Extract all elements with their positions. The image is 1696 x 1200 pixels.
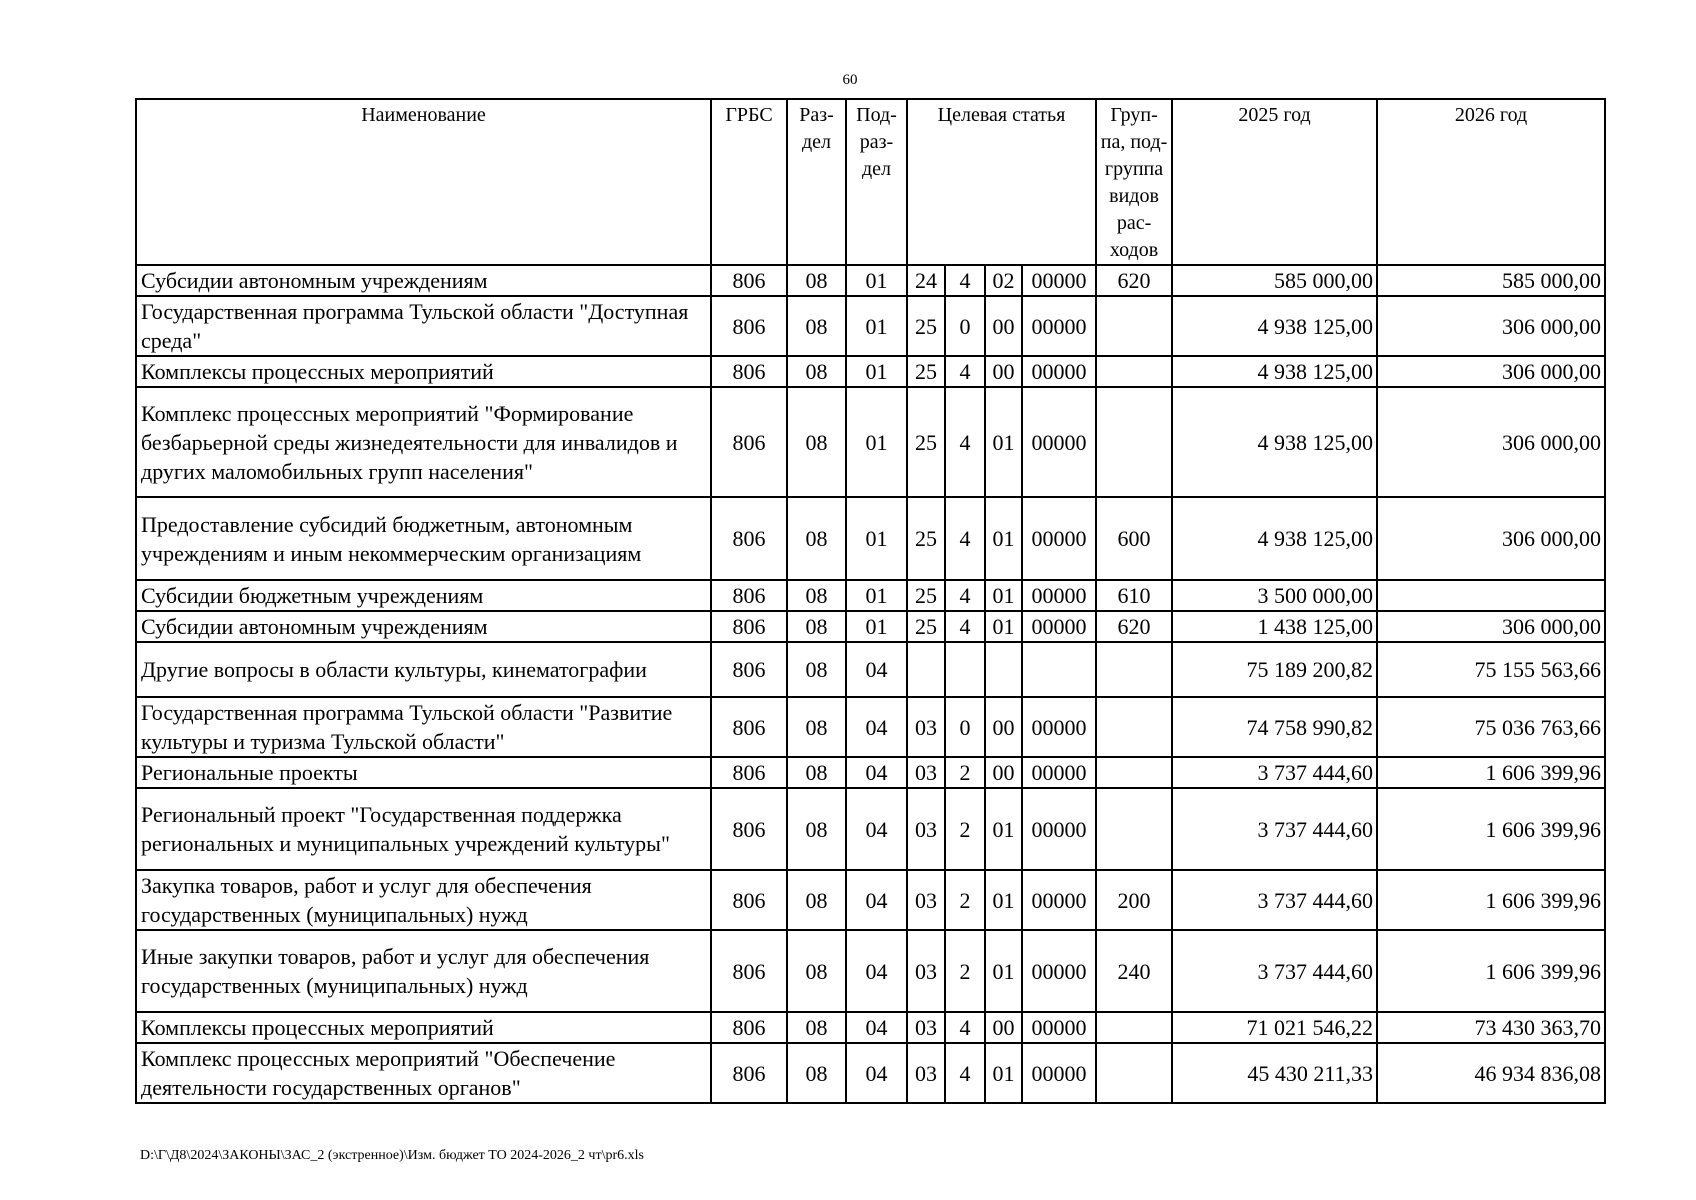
row-amount-2026: 1 606 399,96: [1377, 930, 1605, 1012]
row-grbs: 806: [711, 1043, 787, 1103]
row-grbs: 806: [711, 611, 787, 642]
row-target-type: 0: [945, 697, 985, 757]
row-grbs: 806: [711, 870, 787, 930]
row-name: Региональные проекты: [136, 757, 711, 788]
row-grbs: 806: [711, 788, 787, 870]
row-amount-2026: 1 606 399,96: [1377, 788, 1605, 870]
row-target-direction: 00000: [1022, 497, 1096, 580]
row-target-item: 01: [985, 930, 1022, 1012]
row-grbs: 806: [711, 757, 787, 788]
row-target-program: 25: [907, 497, 945, 580]
row-grbs: 806: [711, 930, 787, 1012]
row-amount-2026: 306 000,00: [1377, 387, 1605, 497]
row-target-direction: 00000: [1022, 356, 1096, 387]
row-target-type: [945, 642, 985, 697]
row-razdel: 08: [787, 757, 846, 788]
row-target-type: 4: [945, 580, 985, 611]
row-target-program: [907, 642, 945, 697]
row-amount-2025: 3 500 000,00: [1172, 580, 1377, 611]
row-target-item: 01: [985, 788, 1022, 870]
row-razdel: 08: [787, 1012, 846, 1043]
table-header-row: [136, 99, 1605, 265]
row-grbs: 806: [711, 642, 787, 697]
row-podrazdel: 01: [846, 356, 907, 387]
row-name: Комплексы процессных мероприятий: [136, 1012, 711, 1043]
row-target-program: 03: [907, 757, 945, 788]
row-target-type: 0: [945, 296, 985, 356]
row-target-program: 25: [907, 387, 945, 497]
row-expense-group: 200: [1096, 870, 1172, 930]
row-target-item: 00: [985, 697, 1022, 757]
row-target-item: 02: [985, 265, 1022, 296]
row-razdel: 08: [787, 642, 846, 697]
row-expense-group: [1096, 387, 1172, 497]
row-amount-2025: 75 189 200,82: [1172, 642, 1377, 697]
row-amount-2025: 1 438 125,00: [1172, 611, 1377, 642]
row-amount-2026: 585 000,00: [1377, 265, 1605, 296]
row-podrazdel: 04: [846, 1043, 907, 1103]
row-expense-group: 600: [1096, 497, 1172, 580]
header-2025: 2025 год: [1172, 99, 1377, 265]
footer-file-path: D:\Г\Д8\2024\ЗАКОНЫ\ЗАС_2 (экстренное)\Изм. бюджет ТО 2024-2026_2 чт\pr6.xls: [140, 1148, 644, 1163]
row-amount-2025: 3 737 444,60: [1172, 930, 1377, 1012]
row-target-type: 4: [945, 387, 985, 497]
table-row: [136, 580, 1605, 611]
row-target-direction: 00000: [1022, 580, 1096, 611]
row-podrazdel: 04: [846, 1012, 907, 1043]
row-podrazdel: 01: [846, 611, 907, 642]
row-razdel: 08: [787, 497, 846, 580]
row-target-item: [985, 642, 1022, 697]
table-row: [136, 930, 1605, 1012]
table-row: [136, 870, 1605, 930]
row-name: Закупка товаров, работ и услуг для обеспечения государственных (муниципальных) нужд: [136, 870, 711, 930]
row-amount-2026: 75 155 563,66: [1377, 642, 1605, 697]
row-name: Государственная программа Тульской области "Доступная среда": [136, 296, 711, 356]
row-razdel: 08: [787, 697, 846, 757]
row-name: Субсидии автономным учреждениям: [136, 611, 711, 642]
row-target-type: 4: [945, 265, 985, 296]
row-expense-group: [1096, 757, 1172, 788]
row-name: Субсидии автономным учреждениям: [136, 265, 711, 296]
row-razdel: 08: [787, 930, 846, 1012]
row-target-program: 03: [907, 1043, 945, 1103]
row-razdel: 08: [787, 1043, 846, 1103]
row-name: Региональный проект "Государственная поддержка региональных и муниципальных учреждений культуры": [136, 788, 711, 870]
row-name: Государственная программа Тульской области "Развитие культуры и туризма Тульской области": [136, 697, 711, 757]
row-grbs: 806: [711, 296, 787, 356]
row-podrazdel: 04: [846, 697, 907, 757]
row-amount-2025: 4 938 125,00: [1172, 296, 1377, 356]
table-row: [136, 757, 1605, 788]
row-razdel: 08: [787, 870, 846, 930]
row-podrazdel: 01: [846, 387, 907, 497]
row-target-direction: 00000: [1022, 265, 1096, 296]
table-row: [136, 1012, 1605, 1043]
row-expense-group: 620: [1096, 265, 1172, 296]
row-expense-group: [1096, 356, 1172, 387]
table-row: [136, 356, 1605, 387]
row-expense-group: [1096, 1012, 1172, 1043]
row-target-direction: 00000: [1022, 1043, 1096, 1103]
row-target-program: 03: [907, 788, 945, 870]
row-target-program: 25: [907, 296, 945, 356]
row-target-item: 00: [985, 1012, 1022, 1043]
row-name: Комплексы процессных мероприятий: [136, 356, 711, 387]
row-razdel: 08: [787, 265, 846, 296]
row-podrazdel: 01: [846, 497, 907, 580]
header-expense-group: Груп- па, под- группа видов рас- ходов: [1096, 99, 1172, 265]
row-target-item: 01: [985, 497, 1022, 580]
row-podrazdel: 04: [846, 757, 907, 788]
row-name: Комплекс процессных мероприятий "Формирование безбарьерной среды жизнедеятельности для инвалидов и других маломобильных групп населения": [136, 387, 711, 497]
row-podrazdel: 01: [846, 265, 907, 296]
row-name: Комплекс процессных мероприятий "Обеспечение деятельности государственных органов": [136, 1043, 711, 1103]
row-target-program: 03: [907, 870, 945, 930]
row-target-direction: 00000: [1022, 788, 1096, 870]
row-amount-2025: 71 021 546,22: [1172, 1012, 1377, 1043]
row-grbs: 806: [711, 497, 787, 580]
row-grbs: 806: [711, 356, 787, 387]
row-podrazdel: 04: [846, 870, 907, 930]
row-expense-group: 610: [1096, 580, 1172, 611]
row-grbs: 806: [711, 697, 787, 757]
row-amount-2026: 46 934 836,08: [1377, 1043, 1605, 1103]
row-amount-2026: 1 606 399,96: [1377, 870, 1605, 930]
table-row: [136, 788, 1605, 870]
row-target-direction: 00000: [1022, 387, 1096, 497]
row-amount-2026: 306 000,00: [1377, 296, 1605, 356]
row-target-program: 25: [907, 611, 945, 642]
row-amount-2026: 1 606 399,96: [1377, 757, 1605, 788]
row-target-type: 2: [945, 757, 985, 788]
table-row: [136, 642, 1605, 697]
header-target-article: Целевая статья: [907, 99, 1096, 265]
row-amount-2025: 4 938 125,00: [1172, 356, 1377, 387]
table-row: [136, 611, 1605, 642]
row-target-direction: [1022, 642, 1096, 697]
row-amount-2025: 3 737 444,60: [1172, 870, 1377, 930]
row-target-direction: 00000: [1022, 611, 1096, 642]
table-row: [136, 497, 1605, 580]
row-expense-group: [1096, 697, 1172, 757]
row-target-item: 00: [985, 356, 1022, 387]
row-target-type: 2: [945, 788, 985, 870]
row-target-direction: 00000: [1022, 1012, 1096, 1043]
table-row: [136, 265, 1605, 296]
row-podrazdel: 01: [846, 580, 907, 611]
row-razdel: 08: [787, 788, 846, 870]
row-target-program: 25: [907, 356, 945, 387]
header-podrazdel: Под- раз- дел: [846, 99, 907, 265]
header-name: Наименование: [136, 99, 711, 265]
row-razdel: 08: [787, 356, 846, 387]
row-expense-group: 240: [1096, 930, 1172, 1012]
row-target-direction: 00000: [1022, 296, 1096, 356]
row-expense-group: [1096, 1043, 1172, 1103]
budget-table: [135, 98, 1606, 1104]
row-amount-2025: 585 000,00: [1172, 265, 1377, 296]
row-target-type: 2: [945, 870, 985, 930]
row-target-type: 4: [945, 497, 985, 580]
row-amount-2025: 3 737 444,60: [1172, 757, 1377, 788]
row-expense-group: 620: [1096, 611, 1172, 642]
row-target-direction: 00000: [1022, 930, 1096, 1012]
row-amount-2026: 75 036 763,66: [1377, 697, 1605, 757]
header-2026: 2026 год: [1377, 99, 1605, 265]
table-row: [136, 387, 1605, 497]
row-target-program: 03: [907, 697, 945, 757]
row-target-item: 01: [985, 580, 1022, 611]
header-grbs: ГРБС: [711, 99, 787, 265]
row-amount-2025: 4 938 125,00: [1172, 387, 1377, 497]
page-number: 60: [842, 72, 858, 88]
row-amount-2026: [1377, 580, 1605, 611]
row-podrazdel: 04: [846, 642, 907, 697]
row-grbs: 806: [711, 1012, 787, 1043]
row-target-item: 01: [985, 611, 1022, 642]
row-target-type: 4: [945, 611, 985, 642]
row-podrazdel: 01: [846, 296, 907, 356]
row-expense-group: [1096, 788, 1172, 870]
row-podrazdel: 04: [846, 788, 907, 870]
row-amount-2026: 73 430 363,70: [1377, 1012, 1605, 1043]
row-podrazdel: 04: [846, 930, 907, 1012]
table-body: [136, 265, 1605, 1103]
row-amount-2025: 4 938 125,00: [1172, 497, 1377, 580]
row-target-program: 25: [907, 580, 945, 611]
row-target-item: 00: [985, 296, 1022, 356]
row-target-type: 4: [945, 1012, 985, 1043]
header-razdel: Раз- дел: [787, 99, 846, 265]
table-row: [136, 296, 1605, 356]
row-target-direction: 00000: [1022, 697, 1096, 757]
row-amount-2025: 74 758 990,82: [1172, 697, 1377, 757]
row-name: Предоставление субсидий бюджетным, автономным учреждениям и иным некоммерческим организациям: [136, 497, 711, 580]
row-expense-group: [1096, 642, 1172, 697]
row-razdel: 08: [787, 611, 846, 642]
row-grbs: 806: [711, 265, 787, 296]
row-target-item: 00: [985, 757, 1022, 788]
row-amount-2025: 45 430 211,33: [1172, 1043, 1377, 1103]
row-target-type: 4: [945, 356, 985, 387]
row-target-item: 01: [985, 870, 1022, 930]
row-target-direction: 00000: [1022, 870, 1096, 930]
row-amount-2026: 306 000,00: [1377, 356, 1605, 387]
row-target-item: 01: [985, 1043, 1022, 1103]
row-target-program: 03: [907, 930, 945, 1012]
row-amount-2026: 306 000,00: [1377, 611, 1605, 642]
row-razdel: 08: [787, 580, 846, 611]
row-target-type: 2: [945, 930, 985, 1012]
row-name: Субсидии бюджетным учреждениям: [136, 580, 711, 611]
row-grbs: 806: [711, 580, 787, 611]
row-razdel: 08: [787, 387, 846, 497]
row-target-item: 01: [985, 387, 1022, 497]
row-target-type: 4: [945, 1043, 985, 1103]
row-target-program: 24: [907, 265, 945, 296]
table-row: [136, 697, 1605, 757]
row-razdel: 08: [787, 296, 846, 356]
row-amount-2026: 306 000,00: [1377, 497, 1605, 580]
table-row: [136, 1043, 1605, 1103]
row-name: Другие вопросы в области культуры, кинематографии: [136, 642, 711, 697]
row-expense-group: [1096, 296, 1172, 356]
row-name: Иные закупки товаров, работ и услуг для обеспечения государственных (муниципальных) нужд: [136, 930, 711, 1012]
row-target-program: 03: [907, 1012, 945, 1043]
row-grbs: 806: [711, 387, 787, 497]
row-amount-2025: 3 737 444,60: [1172, 788, 1377, 870]
row-target-direction: 00000: [1022, 757, 1096, 788]
